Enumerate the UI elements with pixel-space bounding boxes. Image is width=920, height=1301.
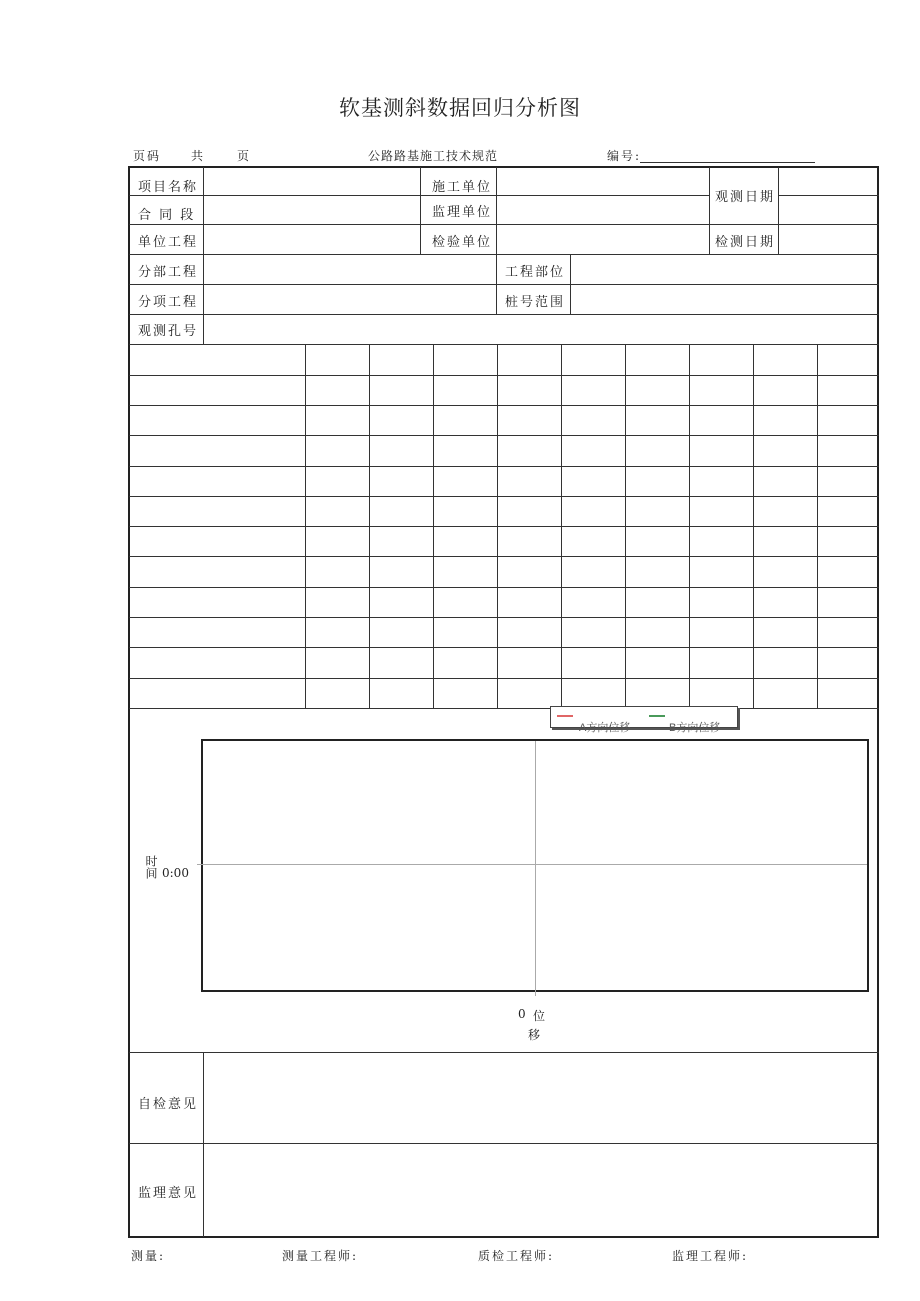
col-line: [496, 167, 497, 254]
chart-x-tick-value: 0: [518, 1007, 526, 1021]
data-grid-row-line: [129, 647, 879, 648]
form-frame: [128, 166, 879, 1238]
data-grid-row-line: [129, 405, 879, 406]
chart-zero-x-line: [535, 741, 536, 996]
legend-label-b: B方向位移: [669, 722, 721, 734]
data-grid-col-line: [433, 344, 434, 708]
total-pages-label: 共: [191, 149, 206, 163]
opinion-mid-line: [129, 1143, 879, 1144]
chart-legend: [550, 706, 738, 734]
subdivision-project-label: 分项工程: [138, 295, 199, 310]
chart-y-axis-label: 时间: [144, 855, 158, 879]
col-line: [709, 167, 710, 254]
data-grid-col-line: [753, 344, 754, 708]
data-grid-row-line: [129, 556, 879, 557]
page-unit-label: 页: [237, 149, 252, 163]
project-name-label: 项目名称: [138, 180, 199, 195]
data-grid-col-line: [369, 344, 370, 708]
data-grid-row-line: [129, 375, 879, 376]
legend-label-a: A方向位移: [579, 722, 631, 734]
legend-swatch-b: [649, 715, 665, 717]
data-grid-col-line: [305, 344, 306, 708]
opinion-top-line: [129, 1052, 879, 1053]
serial-number-line: [640, 162, 815, 163]
row-line: [778, 195, 879, 196]
survey-signature-label: 测量:: [131, 1249, 166, 1263]
chart-top-line: [129, 708, 879, 709]
inspection-date-label: 检测日期: [715, 235, 776, 250]
row-line: [129, 254, 879, 255]
legend-swatch-a: [557, 715, 573, 717]
data-grid-row-line: [129, 466, 879, 467]
data-grid-col-line: [561, 344, 562, 708]
opinion-col-line: [203, 1052, 204, 1237]
quality-engineer-signature-label: 质检工程师:: [478, 1249, 555, 1263]
page-title: 软基测斜数据回归分析图: [339, 96, 581, 120]
supervision-unit-label: 监理单位: [432, 205, 493, 220]
row-line: [129, 344, 879, 345]
data-grid-col-line: [689, 344, 690, 708]
data-grid-row-line: [129, 435, 879, 436]
inspection-unit-label: 检验单位: [432, 235, 493, 250]
division-project-label: 分部工程: [138, 265, 199, 280]
construction-unit-label: 施工单位: [432, 180, 493, 195]
data-grid-row-line: [129, 678, 879, 679]
data-grid-col-line: [817, 344, 818, 708]
serial-number-label: 编号:: [607, 149, 642, 163]
project-location-label: 工程部位: [505, 265, 566, 280]
standard-label: 公路路基施工技术规范: [368, 149, 499, 163]
observation-date-label: 观测日期: [715, 190, 776, 205]
chart-y-tick-label: 0:00: [162, 866, 189, 880]
data-grid-row-line: [129, 617, 879, 618]
col-line: [203, 167, 204, 344]
contract-section-label: 合 同 段: [138, 208, 196, 223]
data-grid-col-line: [625, 344, 626, 708]
chart-zero-y-line: [197, 864, 867, 865]
station-range-label: 桩号范围: [505, 295, 566, 310]
chart-x-axis-label-part: 位: [533, 1009, 546, 1023]
col-line: [778, 167, 779, 254]
data-grid-row-line: [129, 526, 879, 527]
survey-engineer-signature-label: 测量工程师:: [282, 1249, 359, 1263]
page-number-label: 页码: [133, 149, 162, 163]
supervision-opinion-label: 监理意见: [138, 1186, 199, 1201]
data-grid-col-line: [497, 344, 498, 708]
unit-project-label: 单位工程: [138, 235, 199, 250]
col-line: [420, 167, 421, 254]
observation-hole-label: 观测孔号: [138, 324, 199, 339]
self-check-opinion-label: 自检意见: [138, 1097, 199, 1112]
chart-x-axis-label-part: 移: [528, 1028, 541, 1042]
data-grid-row-line: [129, 587, 879, 588]
data-grid-row-line: [129, 496, 879, 497]
row-line: [129, 284, 879, 285]
supervision-engineer-signature-label: 监理工程师:: [672, 1249, 749, 1263]
chart-x-tick-label: [518, 1007, 526, 1021]
col-line: [570, 254, 571, 314]
row-line: [129, 314, 879, 315]
row-line: [129, 224, 879, 225]
col-line: [496, 254, 497, 314]
